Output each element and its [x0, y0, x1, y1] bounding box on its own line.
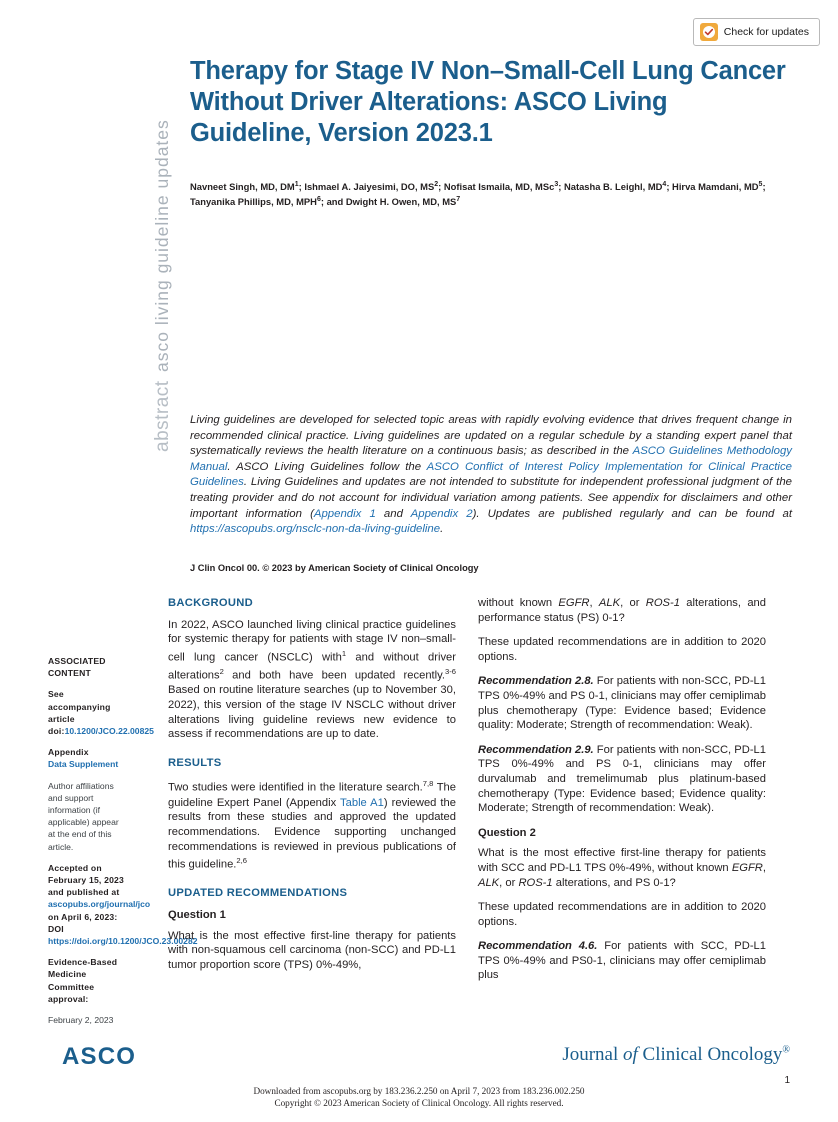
- link-data-supplement[interactable]: Data Supplement: [48, 759, 119, 770]
- recommendation-4-6-text: For patients with SCC, PD-L1 TPS 0%-49% and PS0-1, clinicians may offer cemiplimab plus: [478, 940, 766, 982]
- heading-question-1: Question 1: [168, 909, 226, 922]
- body-column-right: [478, 596, 766, 993]
- recommendation-4-6-label: Recommendation 4.6.: [478, 940, 598, 953]
- recommendation-4-6: [478, 939, 766, 983]
- recommendation-2-8: [478, 674, 766, 732]
- link-coi-policy[interactable]: ASCO Conflict of Interest Policy Implementation for Clinical Practice Guidelines: [190, 460, 792, 489]
- abstract-text: Living guidelines are developed for selected topic areas with rapidly evolving evidence that drives frequent change in recommended clinical practice. Living guidelines are updated on a regular schedule by a standing expert panel that systematically reviews the health literature on a continuous basis; as described in the ASCO Guidelines Methodology Manual. ASCO Living Guidelines follow the ASCO Conflict of Interest Policy Implementation for Clinical Practice Guidelines. Living Guidelines and updates are not intended to substitute for independent professional judgment of the treating provider and do not account for individual variation among patients. See appendix for disclaimers and other important information (Appendix 1 and Appendix 2). Updates are published regularly and can be found at https://ascopubs.org/nsclc-non-da-living-guideline.: [190, 414, 792, 536]
- asco-logo: ASCO: [62, 1043, 137, 1070]
- heading-question-2: Question 2: [478, 826, 536, 839]
- page-number: 1: [784, 1075, 790, 1086]
- author-affiliations-note: Author affiliations and support information (if applicable) appear at the end of this article.: [48, 780, 119, 852]
- link-appendix-2[interactable]: Appendix 2: [410, 507, 473, 520]
- sidebar-living-guideline-label: asco living guideline updates: [152, 119, 172, 372]
- link-appendix-1[interactable]: Appendix 1: [313, 507, 376, 520]
- page-title: Therapy for Stage IV Non–Small-Cell Lung Cancer Without Driver Alterations: ASCO Living Guideline, Version 2023.1: [190, 57, 786, 147]
- question-1-text: What is the most effective first-line therapy for patients with non-squamous cell carcinoma (non-SCC) and PD-L1 tumor proportion score (TPS) 0%-49%,: [168, 929, 456, 971]
- recommendation-2-9: [478, 743, 766, 816]
- associated-content-heading: ASSOCIATED CONTENT: [48, 656, 106, 679]
- results-paragraph: Two studies were identified in the literature search.$^{7,8}$ The guideline Expert Panel (Appendix Table A1) reviewed the results from these studies and approved the updated recommendations. Evidence supporting unchanged recommendations is reviewed in previous publications of this guideline.$^{2,6}$: [168, 779, 456, 871]
- sidebar-abstract-label: abstract: [152, 380, 173, 452]
- link-accompanying-doi[interactable]: 10.1200/JCO.22.00825: [64, 726, 154, 737]
- recommendation-2-9-label: Recommendation 2.9.: [478, 743, 594, 756]
- link-table-a1[interactable]: Table A1: [340, 796, 384, 809]
- published-date: on April 6, 2023: DOI: [48, 911, 118, 934]
- heading-results: RESULTS: [168, 756, 222, 769]
- question-1-continuation: without known EGFR, ALK, or ROS-1 alterations, and performance status (PS) 0-1?: [478, 597, 766, 624]
- check-for-updates-badge[interactable]: [693, 18, 820, 46]
- refresh-check-icon: [700, 23, 718, 41]
- accepted-label: Accepted on February 15, 2023 and published at: [48, 862, 125, 898]
- link-living-guideline-url[interactable]: https://ascopubs.org/nsclc-non-da-living-guideline: [190, 523, 441, 536]
- registered-mark: ®: [782, 1044, 790, 1056]
- background-paragraph: In 2022, ASCO launched living clinical practice guidelines for systemic therapy for patients with stage IV non–small-cell lung cancer (NSCLC) with$^1$ and without driver alterations$^2$ and both have been updated recently.$^{3-6}$ Based on routine literature searches (up to November 30, 2022), this version of the stage IV NSCLC without driver alterations living guideline reviews new evidence to assess if recommendations are up to date.: [168, 618, 457, 741]
- body-column-left: [168, 596, 456, 982]
- addition-note-2: These updated recommendations are in addition to 2020 options.: [478, 901, 766, 928]
- link-doi[interactable]: https://doi.org/10.1200/JCO.23.00282: [48, 936, 198, 947]
- downloaded-line: Downloaded from ascopubs.org by 183.236.2.250 on April 7, 2023 from 183.236.002.250: [253, 1086, 585, 1096]
- journal-title-words: Clinical Oncology: [642, 1044, 783, 1065]
- recommendation-2-8-label: Recommendation 2.8.: [478, 675, 594, 688]
- link-journal-site[interactable]: ascopubs.org/journal/jco: [48, 899, 151, 910]
- journal-citation-line: J Clin Oncol 00. © 2023 by American Society of Clinical Oncology: [190, 563, 479, 573]
- addition-note-1: These updated recommendations are in addition to 2020 options.: [478, 636, 766, 663]
- appendix-label: Appendix: [48, 747, 89, 758]
- journal-of-clinical-oncology-logo: [562, 1044, 790, 1066]
- journal-of-word: of: [623, 1044, 638, 1065]
- download-footer: [0, 1086, 838, 1109]
- journal-word: Journal: [562, 1044, 619, 1065]
- see-accompanying-label: See accompanying article doi:: [48, 689, 111, 737]
- recommendation-2-8-text: For patients with non-SCC, PD-L1 TPS 0%-49% and PS 0-1, clinicians may offer cemiplimab plus chemotherapy (Type: Evidence based; Evidence quality: Moderate; Strength of recommendation: Weak).: [478, 675, 766, 732]
- recommendation-2-9-text: For patients with non-SCC, PD-L1 TPS 0%-49% and PS 0-1, clinicians may offer durvalumab and tremelimumab plus platinum-based chemotherapy (Type: Evidence based; Evidence quality: Moderate; Strength of recommendation: Weak).: [478, 743, 766, 815]
- link-methodology-manual[interactable]: ASCO Guidelines Methodology Manual: [190, 445, 792, 473]
- check-for-updates-label: Check for updates: [723, 26, 809, 38]
- ebm-approval-label: Evidence-Based Medicine Committee approval:: [48, 957, 118, 1004]
- copyright-line: Copyright © 2023 American Society of Clinical Oncology. All rights reserved.: [274, 1097, 564, 1108]
- heading-updated-recommendations: UPDATED RECOMMENDATIONS: [168, 887, 348, 900]
- author-list: Navneet Singh, MD, $DM^1$; Ishmael A. Jaiyesimi, DO, $MS^2$; Nofisat Ismaila, MD, MSc$^3$; Natasha B. Leighl, $MD^4$; Hirva Mamdani, $MD^5$; Tanyanika Phillips, MD, MPH$^6$; and Dwight H. Owen, MD, $MS^7$: [190, 181, 766, 208]
- ebm-approval-date: February 2, 2023: [48, 1015, 114, 1026]
- heading-background: BACKGROUND: [168, 597, 254, 609]
- question-2-text: What is the most effective first-line therapy for patients with SCC and PD-L1 TPS 0%-49%, without known EGFR, ALK, or ROS-1 alterations, and PS 0-1?: [478, 847, 766, 889]
